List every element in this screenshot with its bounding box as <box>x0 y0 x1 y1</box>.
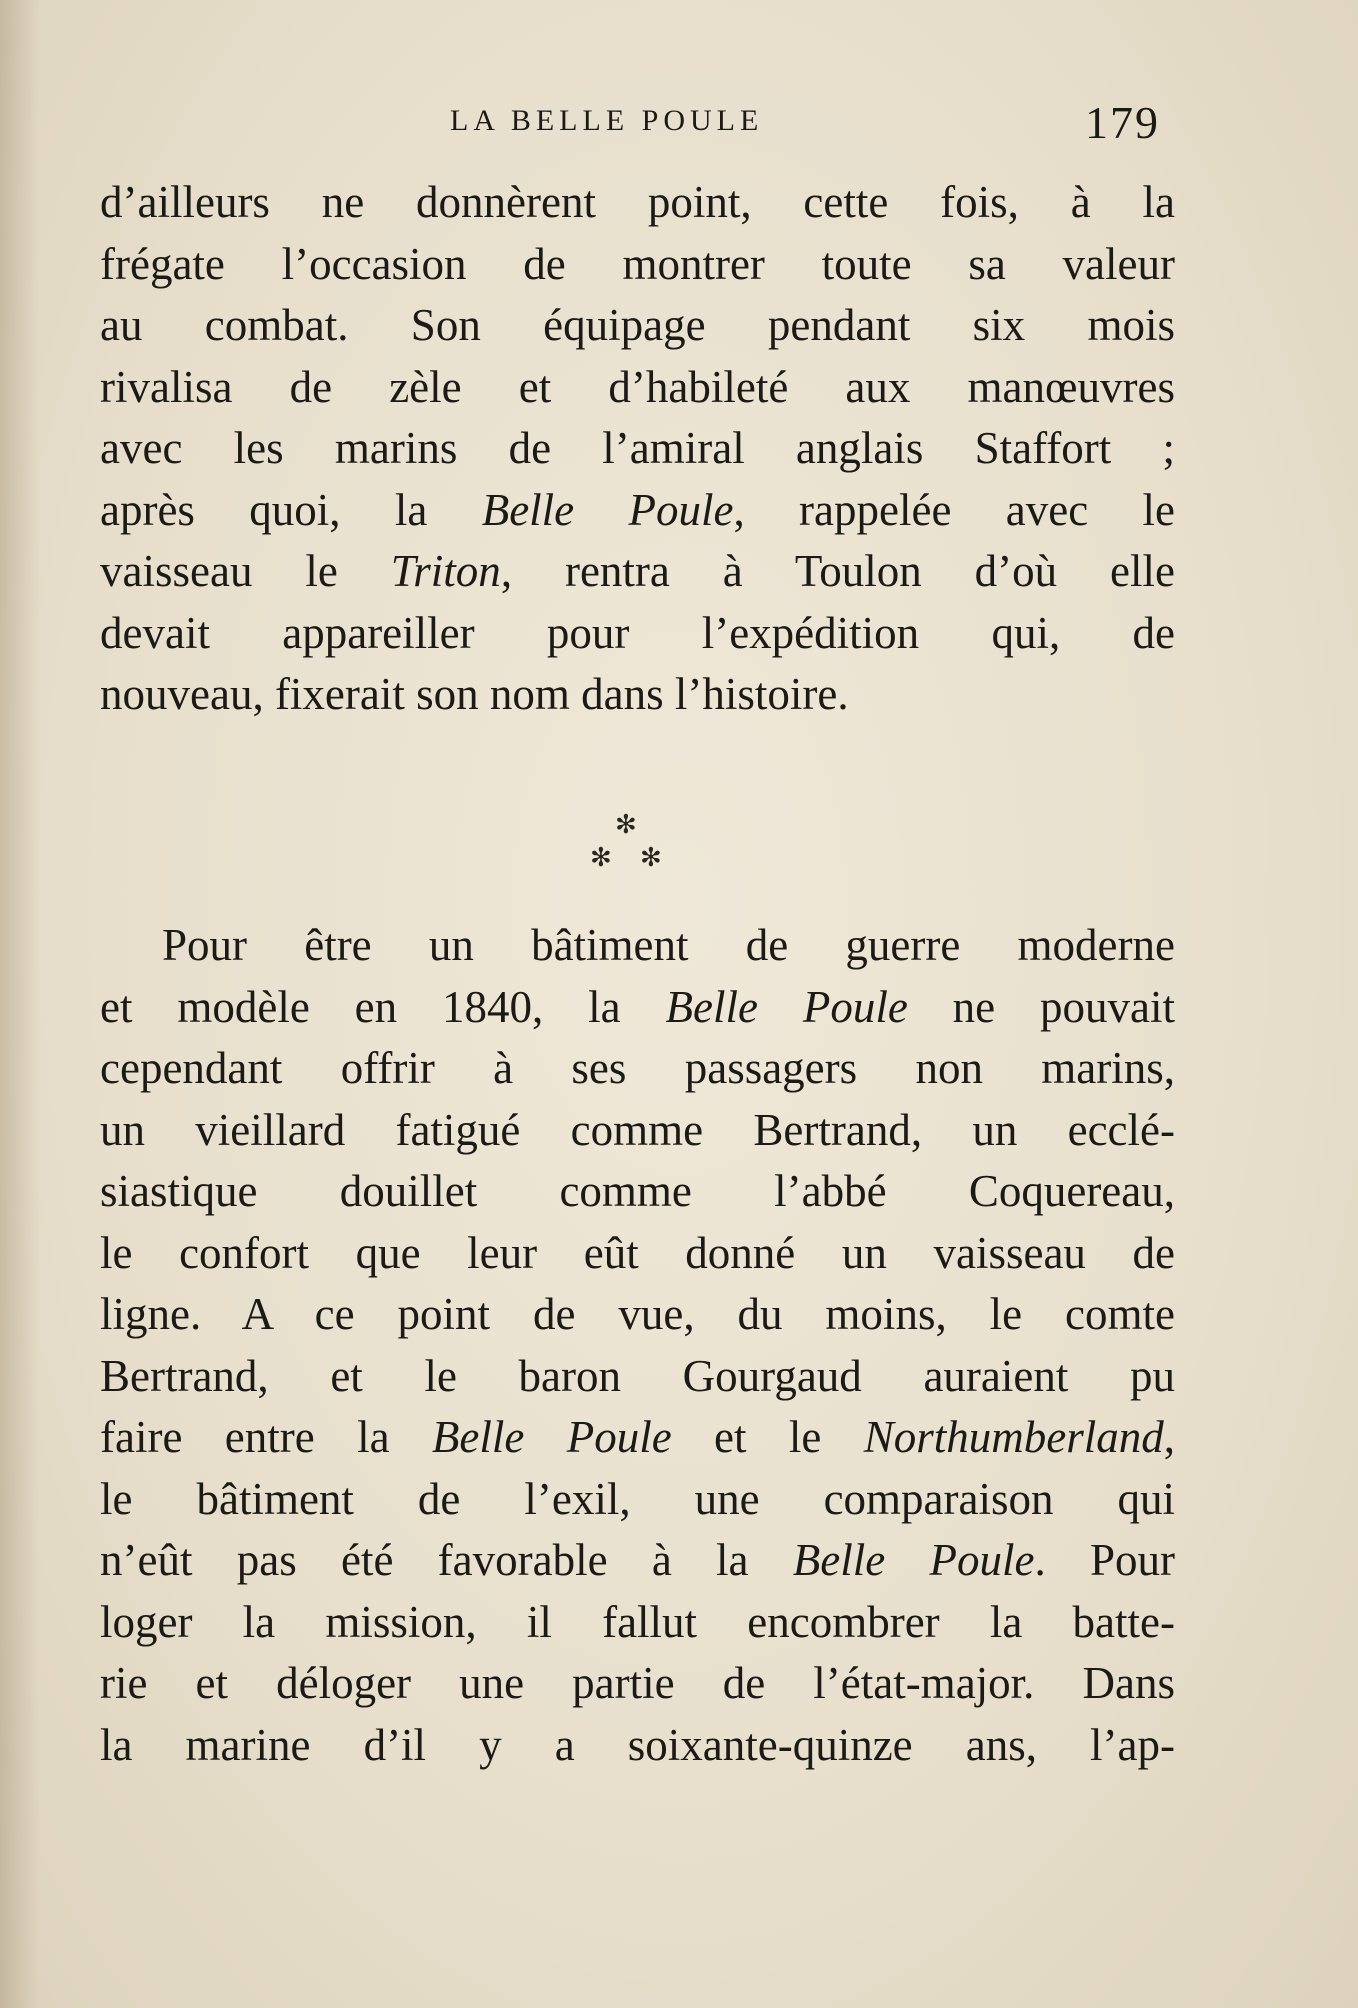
italic-ship-name: Belle Poule <box>481 484 734 535</box>
text-run: le bâtiment de l’exil, une comparaison qui <box>100 1473 1175 1524</box>
text-run: Bertrand, et le baron Gourgaud auraient pu <box>100 1350 1175 1401</box>
text-line <box>100 1284 1175 1346</box>
text-line <box>100 1469 1175 1531</box>
italic-ship-name: Triton <box>390 546 501 596</box>
text-run: la marine d’il y a soixante-quinze ans, l’ap- <box>100 1719 1175 1770</box>
running-title: LA BELLE POULE <box>450 104 764 137</box>
italic-ship-name: Belle Poule <box>792 1535 1035 1585</box>
text-line <box>100 541 1175 603</box>
text-line <box>100 1038 1175 1100</box>
text-line <box>100 1592 1175 1654</box>
asterism-star-icon: ✻ <box>590 843 612 873</box>
page-header <box>0 97 1358 150</box>
text-line <box>100 664 1175 726</box>
text-line <box>100 418 1175 480</box>
text-line <box>100 1530 1175 1592</box>
text-run: rivalisa de zèle et d’habileté aux manœuvres <box>100 361 1175 412</box>
text-line <box>100 1346 1175 1408</box>
paragraph-2 <box>100 915 1175 1776</box>
text-run: d’ailleurs ne donnèrent point, cette fois, à la <box>100 177 1175 227</box>
text-run: et modèle en 1840, la <box>100 981 666 1032</box>
text-run: un vieillard fatigué comme Bertrand, un ecclé- <box>100 1104 1175 1155</box>
asterism-star-icon: ✻ <box>615 810 637 840</box>
text-run: , rentra à Toulon d’où elle <box>500 546 1175 596</box>
text-line <box>100 1223 1175 1285</box>
text-run: cependant offrir à ses passagers non marins, <box>100 1043 1175 1093</box>
text-line <box>100 234 1175 296</box>
page-gutter-shadow <box>0 0 40 2008</box>
text-run: et le <box>671 1412 864 1462</box>
page-number: 179 <box>1085 97 1160 148</box>
text-run: , <box>1163 1412 1175 1462</box>
asterism-star-icon: ✻ <box>640 843 662 873</box>
text-line <box>100 1715 1175 1777</box>
text-run: siastique douillet comme l’abbé Coquereau, <box>100 1166 1175 1216</box>
paragraph-1 <box>100 172 1175 726</box>
text-line <box>100 357 1175 419</box>
text-line <box>100 603 1175 665</box>
text-run: . Pour <box>1034 1535 1175 1585</box>
text-line <box>100 1161 1175 1223</box>
text-line <box>100 1653 1175 1715</box>
text-run: au combat. Son équipage pendant six mois <box>100 300 1175 350</box>
italic-ship-name: Belle Poule <box>431 1412 672 1462</box>
text-run: loger la mission, il fallut encombrer la batte- <box>100 1596 1175 1647</box>
text-run: devait appareiller pour l’expédition qui, de <box>100 607 1175 658</box>
text-run: vaisseau le <box>100 546 391 596</box>
text-line <box>100 480 1175 542</box>
italic-ship-name: Northumberland <box>863 1412 1164 1462</box>
text-run: avec les marins de l’amiral anglais Staffort ; <box>100 423 1175 473</box>
text-run: après quoi, la <box>100 484 482 535</box>
text-line <box>100 1100 1175 1162</box>
text-run: frégate l’occasion de montrer toute sa valeur <box>100 238 1175 289</box>
text-run: , rappelée avec le <box>733 484 1176 535</box>
text-line <box>100 977 1175 1039</box>
text-line <box>100 295 1175 357</box>
section-break-asterism <box>570 810 690 880</box>
italic-ship-name: Belle Poule <box>665 981 908 1032</box>
text-run: ligne. A ce point de vue, du moins, le comte <box>100 1289 1175 1339</box>
text-run: ne pouvait <box>907 981 1175 1032</box>
text-line <box>100 172 1175 234</box>
text-run: nouveau, fixerait son nom dans l’histoire. <box>100 669 849 719</box>
text-run: rie et déloger une partie de l’état-major. Dans <box>100 1658 1175 1708</box>
text-run: le confort que leur eût donné un vaisseau de <box>100 1227 1175 1278</box>
text-run: Pour être un bâtiment de guerre moderne <box>162 920 1175 970</box>
text-line <box>100 915 1175 977</box>
text-line <box>100 1407 1175 1469</box>
text-run: faire entre la <box>100 1412 432 1462</box>
text-run: n’eût pas été favorable à la <box>100 1535 793 1585</box>
